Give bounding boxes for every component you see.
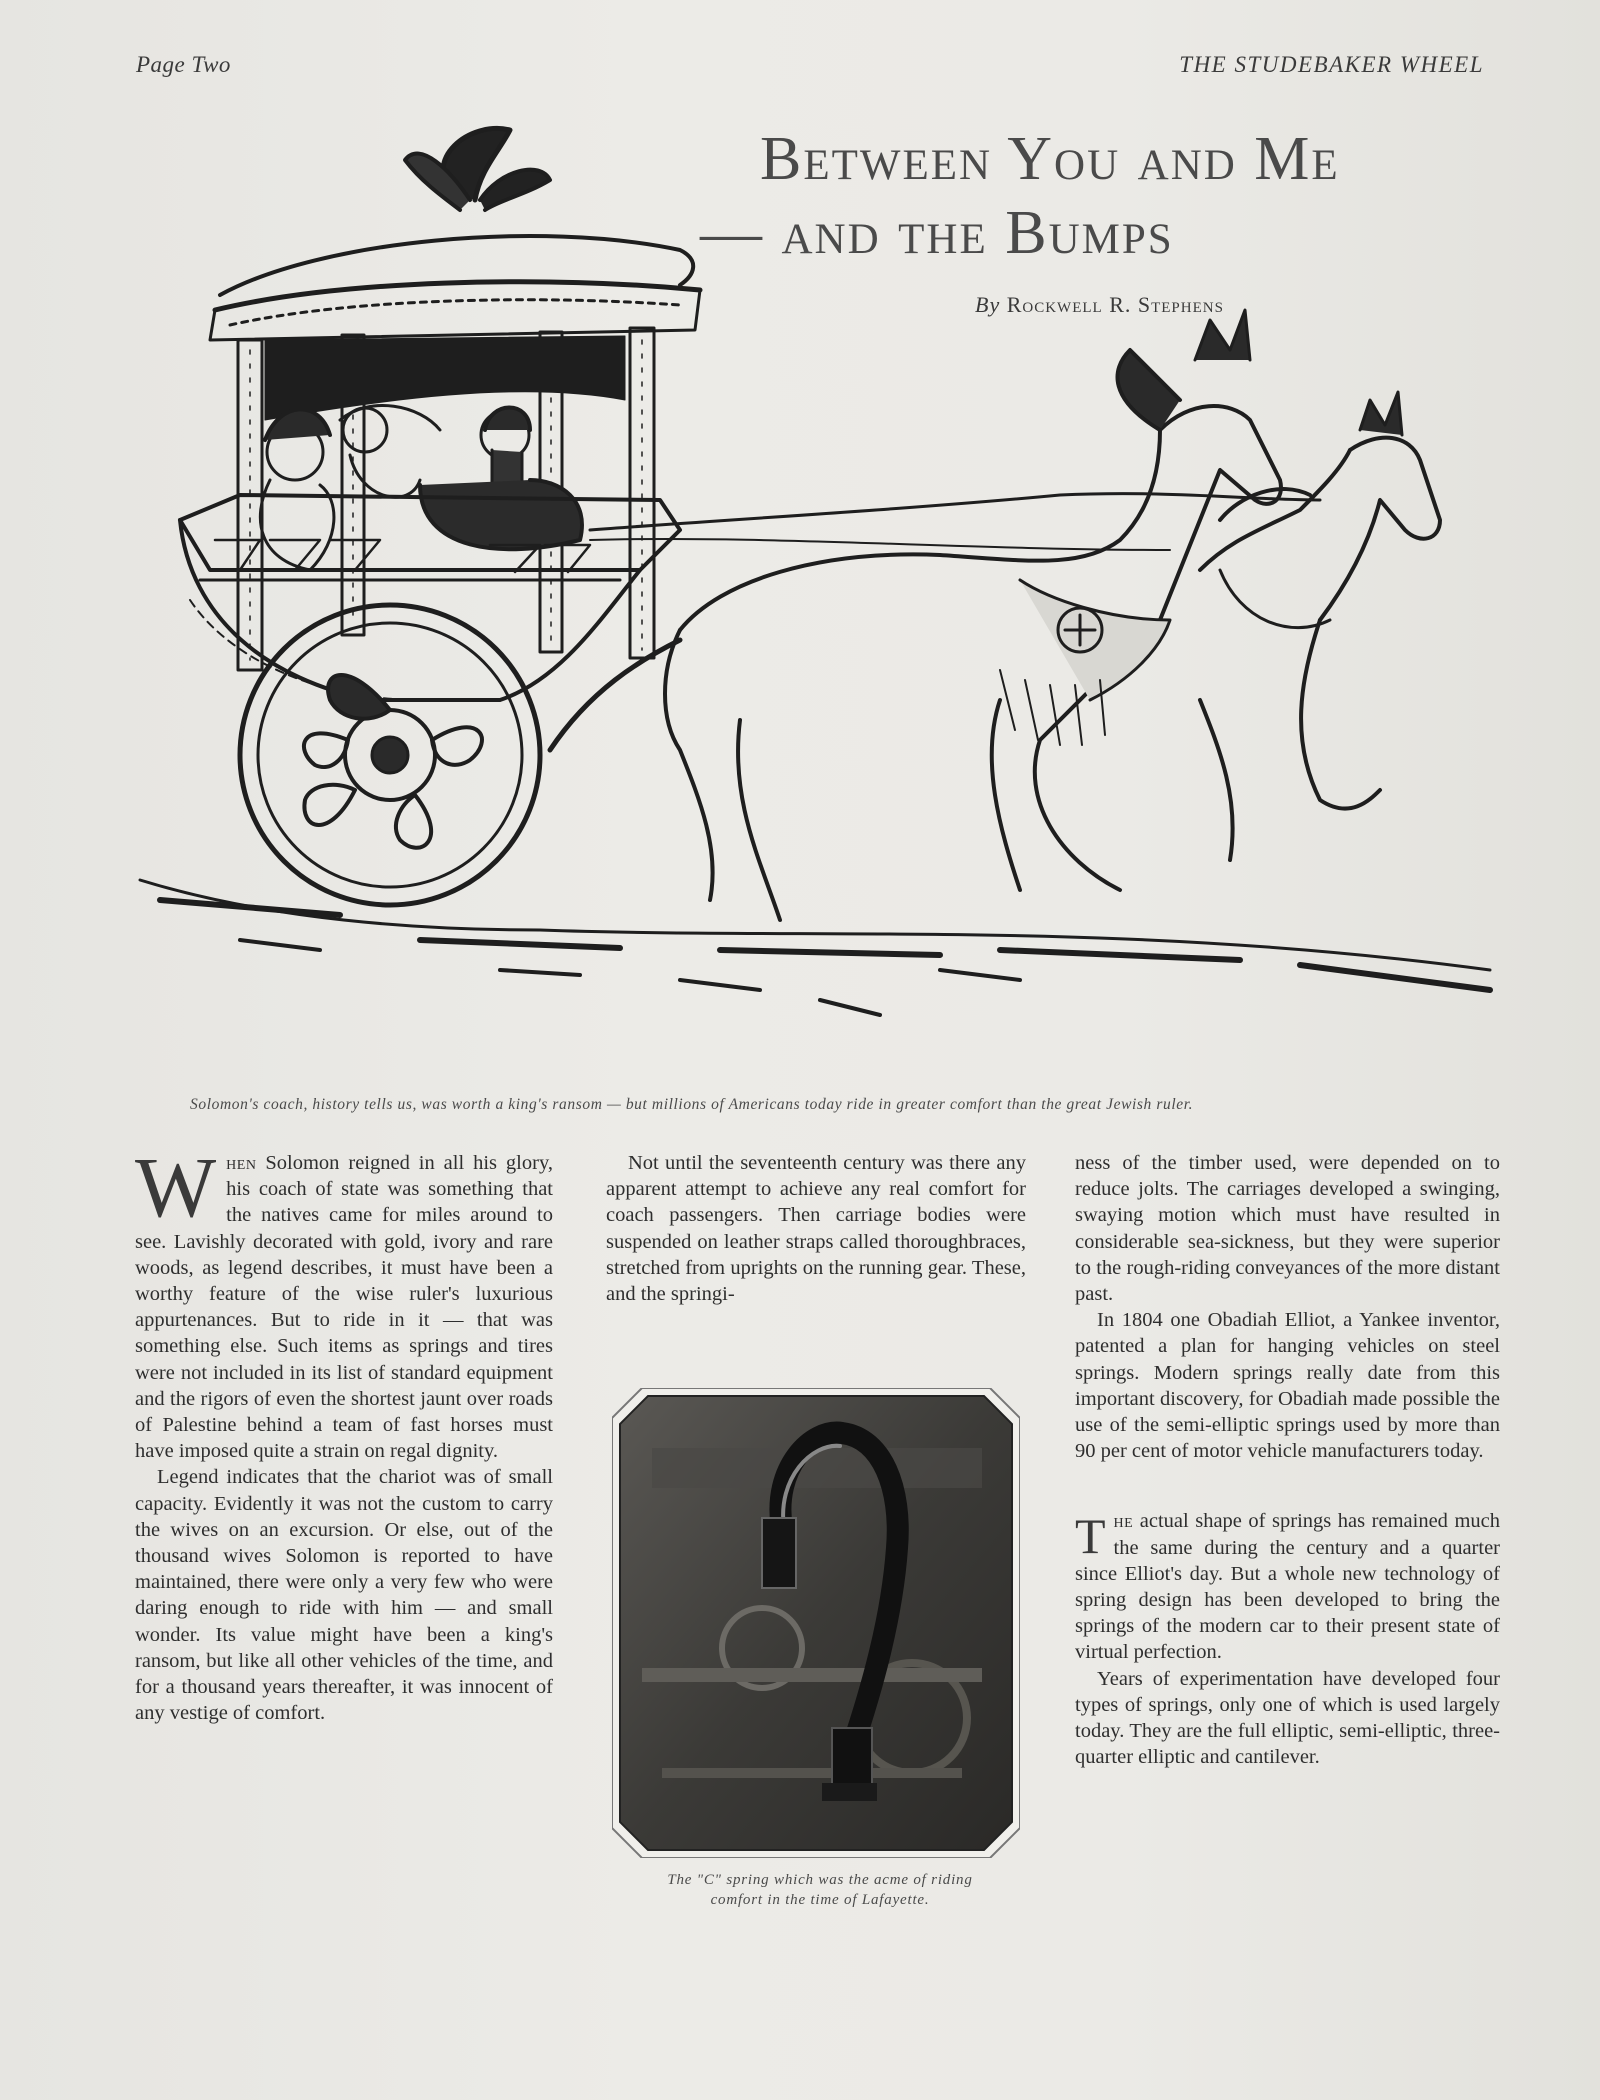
drop-cap: T	[1075, 1508, 1106, 1565]
lead-in: hen	[226, 1152, 257, 1174]
paragraph: Years of experimentation have developed four types of springs, only one of which is used largely today. They are the full elliptic, semi-elliptic, three-quarter elliptic and cantilever.	[1075, 1667, 1500, 1769]
paragraph	[1075, 1508, 1500, 1665]
illustration-caption: Solomon's coach, history tells us, was worth a king's ransom — but millions of Americans today ride in greater comfort than the great Jewish ruler.	[190, 1096, 1194, 1113]
page-number: Page Two	[136, 52, 231, 77]
photo-caption	[600, 1870, 1040, 1910]
paragraph: Not until the seventeenth century was there any apparent attempt to achieve any real comfort for coach passengers. Then carriage bodies were suspended on leather straps called thoroughbraces, stretched from uprights on the running gear. These, and the springi-	[606, 1152, 1026, 1306]
paragraph: In 1804 one Obadiah Elliot, a Yankee inventor, patented a plan for hanging vehicles on steel springs. Modern springs really date from this important discovery, for Obadiah made possible the use of the semi-elliptic springs used by more than 90 per cent of motor vehicle manufacturers today.	[1075, 1309, 1500, 1463]
wheel-icon	[240, 605, 540, 905]
text-column-2	[606, 1150, 1026, 1307]
photo-caption-line-2: comfort in the time of Lafayette.	[710, 1892, 930, 1908]
title-line-1: Between You and Me	[760, 125, 1340, 193]
section-break	[1075, 1464, 1500, 1508]
text-column-3	[1075, 1150, 1500, 1770]
horse-icon	[550, 310, 1281, 920]
paragraph	[135, 1139, 553, 1464]
title-line-2: — and the Bumps	[700, 199, 1174, 267]
byline-prefix: By	[975, 292, 1001, 317]
article-title	[700, 125, 1500, 267]
author-name: Rockwell R. Stephens	[1006, 292, 1224, 317]
horse-icon	[1200, 392, 1440, 860]
paragraph: ness of the timber used, were depended on to reduce jolts. The carriages developed a swinging, swaying motion which must have resulted in considerable sea-sickness, but they were superior to the rough-riding conveyances of the more distant past.	[1075, 1152, 1500, 1306]
drop-cap: W	[135, 1139, 217, 1235]
text-column-1	[135, 1139, 553, 1726]
plume-icon	[405, 128, 550, 210]
byline	[975, 292, 1224, 318]
lead-in: he	[1113, 1510, 1134, 1533]
paragraph-text: Solomon reigned in all his glory, his coach of state was something that the natives came for miles around to see. Lavishly decorated with gold, ivory and rare woods, as legend describes, it must have been a worthy feature of the wise ruler's luxurious appurtenances. But to ride in it — that was something else. Such items as springs and tires were not included in its list of standard equipment and the rigors of even the shortest jaunt over roads of Palestine behind a team of fast horses must have imposed quite a strain on regal dignity.	[135, 1152, 553, 1463]
c-spring-photo	[612, 1388, 1020, 1858]
paragraph: Legend indicates that the chariot was of small capacity. Evidently it was not the custom to carry the wives on an excursion. Or else, out of the thousand wives Solomon is reported to have maintained, there were only a very few who were daring enough to ride with him — and small wonder. Its value might have been a king's ransom, but like all other vehicles of the time, and for a thousand years thereafter, it was innocent of any vestige of comfort.	[135, 1466, 553, 1725]
photo-caption-line-1: The "C" spring which was the acme of riding	[667, 1872, 973, 1888]
publication-name: THE STUDEBAKER WHEEL	[1179, 52, 1484, 77]
paragraph-text: actual shape of springs has remained much the same during the century and a quarter since Elliot's day. But a whole new technology of spring design has been developed to bring the springs of the modern car to their present state of virtual perfection.	[1075, 1510, 1500, 1664]
